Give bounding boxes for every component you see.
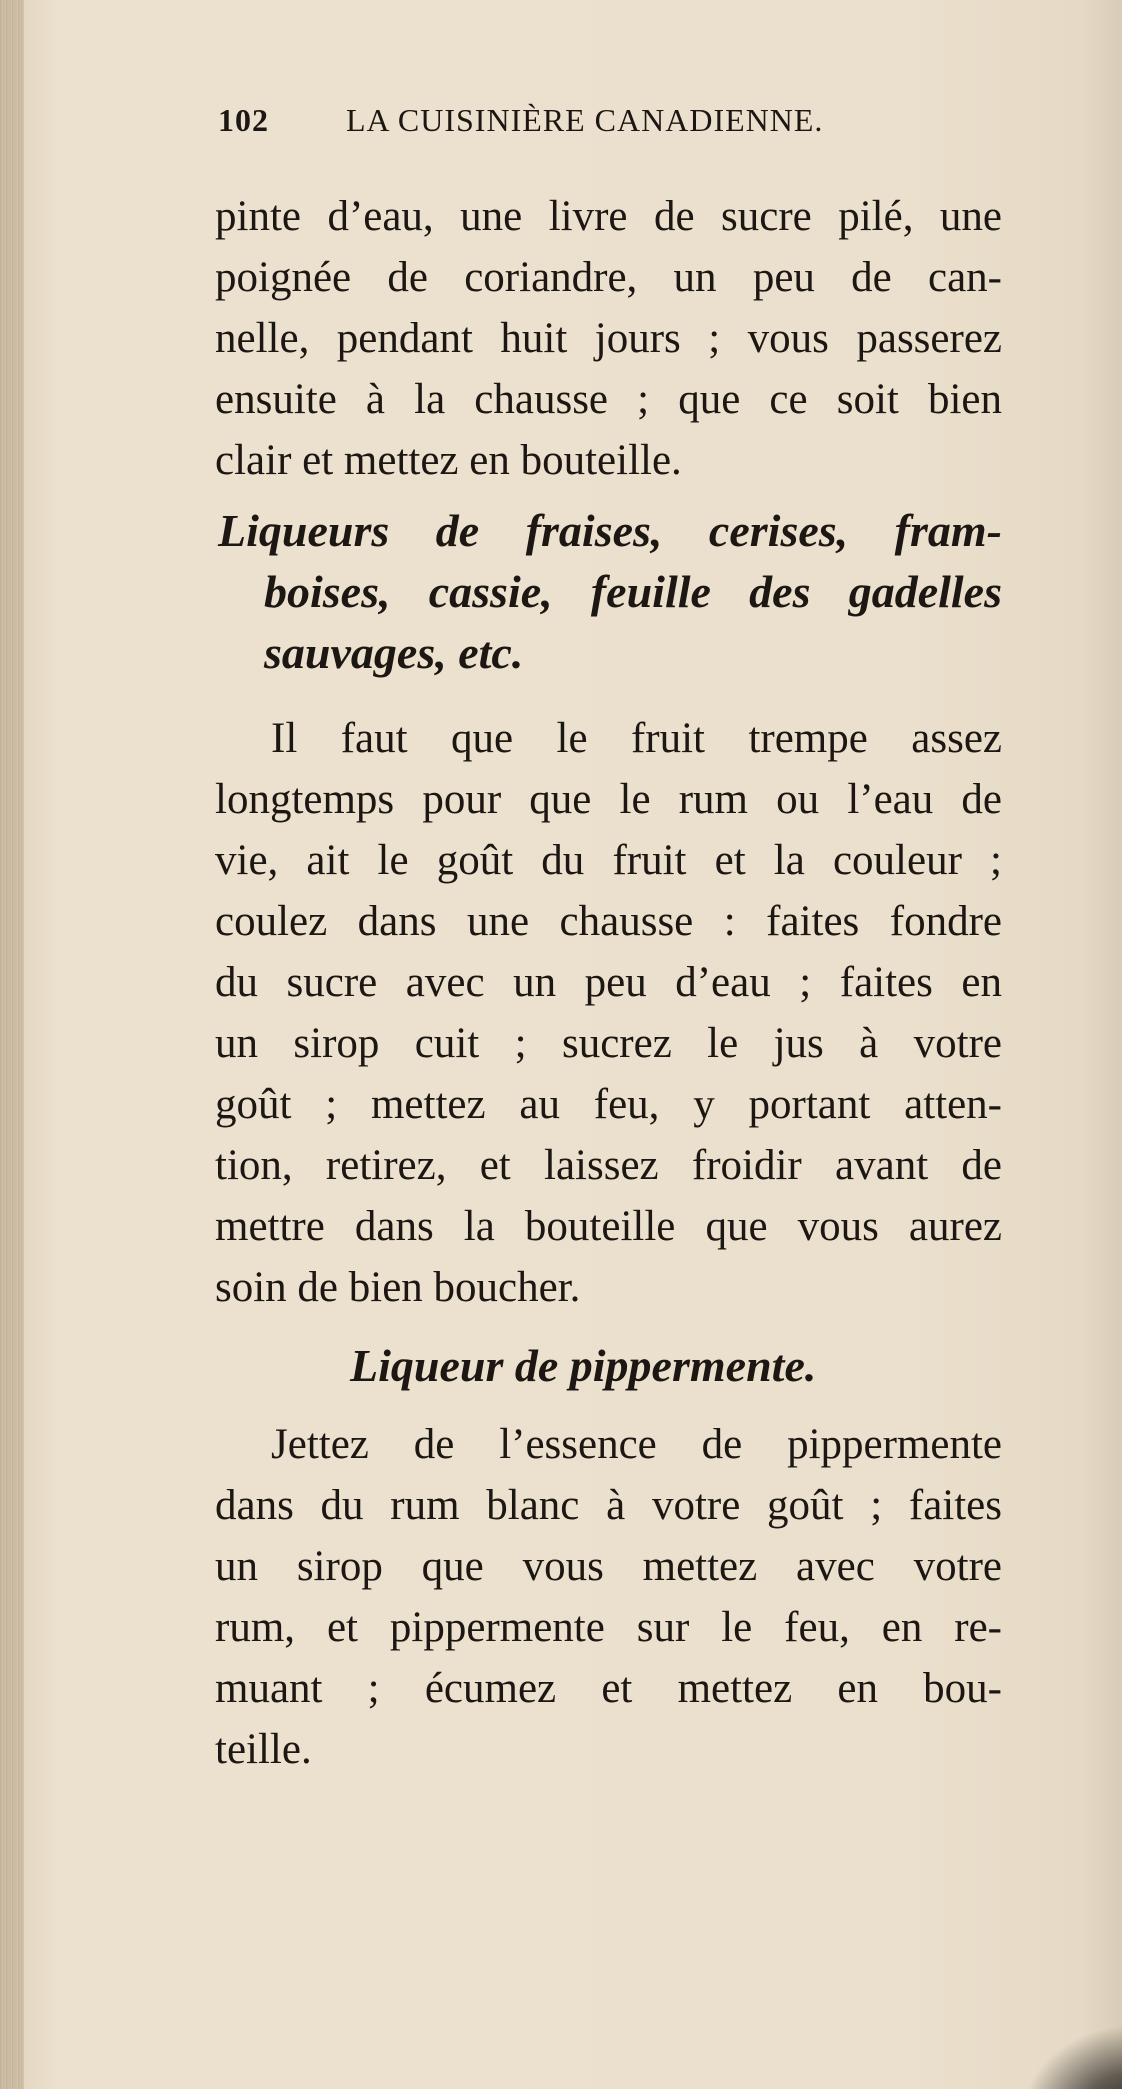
heading-line: Liqueur de pippermente. xyxy=(350,1340,817,1391)
text-line: Jettez de l’essence de pippermente xyxy=(271,1421,1002,1468)
page-corner-shadow xyxy=(1002,2009,1122,2089)
text-line: dans du rum blanc à votre goût ; faites xyxy=(215,1482,1002,1529)
heading-line: Liqueurs de fraises, cerises, fram- xyxy=(218,505,1002,556)
recipe-paragraph xyxy=(215,708,1002,1318)
text-line: longtemps pour que le rum ou l’eau de xyxy=(215,776,1002,823)
page-header xyxy=(218,102,978,146)
text-line: tion, retirez, et laissez froidir avant de xyxy=(215,1142,1002,1189)
text-line: coulez dans une chausse : faites fondre xyxy=(215,898,1002,945)
text-line: soin de bien boucher. xyxy=(215,1264,581,1311)
text-line: muant ; écumez et mettez en bou- xyxy=(215,1665,1002,1712)
text-line: rum, et pippermente sur le feu, en re- xyxy=(215,1604,1002,1651)
page-gutter xyxy=(0,0,24,2089)
text-line: poignée de coriandre, un peu de can- xyxy=(215,254,1002,301)
text-line: ensuite à la chausse ; que ce soit bien xyxy=(215,376,1002,423)
text-line: du sucre avec un peu d’eau ; faites en xyxy=(215,959,1002,1006)
recipe-heading xyxy=(218,500,1002,683)
text-line: Il faut que le fruit trempe assez xyxy=(271,715,1002,762)
text-line: teille. xyxy=(215,1726,312,1773)
heading-line: sauvages, etc. xyxy=(264,627,524,678)
text-line: pinte d’eau, une livre de sucre pilé, une xyxy=(215,193,1002,240)
page-number: 102 xyxy=(218,102,269,138)
text-line: mettre dans la bouteille que vous aurez xyxy=(215,1203,1002,1250)
text-line: un sirop que vous mettez avec votre xyxy=(215,1543,1002,1590)
recipe-paragraph xyxy=(215,1414,1002,1780)
recipe-heading xyxy=(350,1335,910,1396)
text-line: vie, ait le goût du fruit et la couleur ; xyxy=(215,837,1002,884)
text-line: un sirop cuit ; sucrez le jus à votre xyxy=(215,1020,1002,1067)
text-line: nelle, pendant huit jours ; vous passerez xyxy=(215,315,1002,362)
text-line: goût ; mettez au feu, y portant atten- xyxy=(215,1081,1002,1128)
running-head: LA CUISINIÈRE CANADIENNE. xyxy=(346,102,824,138)
text-line: clair et mettez en bouteille. xyxy=(215,437,682,484)
heading-line: boises, cassie, feuille des gadelles xyxy=(264,566,1002,617)
continuation-paragraph xyxy=(215,186,1002,491)
